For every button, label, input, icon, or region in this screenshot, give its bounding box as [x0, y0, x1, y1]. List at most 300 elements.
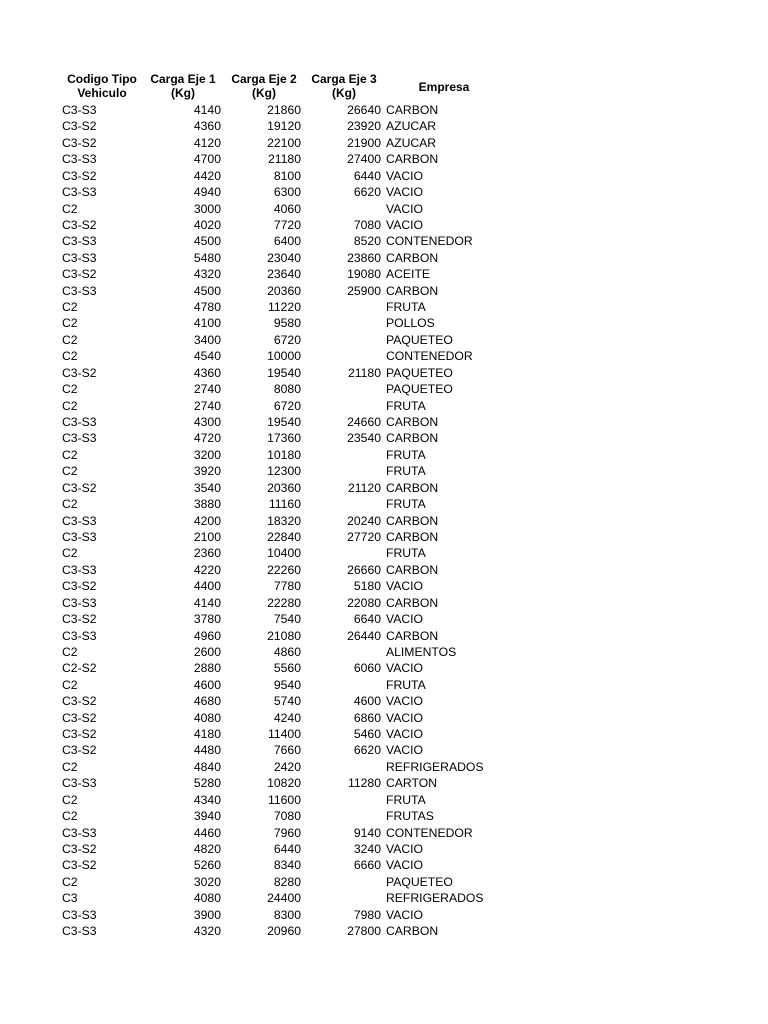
- axle-1-load-cell: 4680: [193, 694, 221, 709]
- axle-1-load-cell: 4320: [193, 267, 221, 282]
- axle-2-load-cell: 10400: [267, 546, 301, 561]
- axle-2-load-cell: 19540: [267, 415, 301, 430]
- axle-2-load-cell: 20360: [267, 480, 301, 495]
- axle-1-load-cell: 3780: [193, 612, 221, 627]
- axle-3-load-cell: 20240: [347, 513, 381, 528]
- table-row: [62, 578, 504, 594]
- vehicle-type-cell: C3-S3: [62, 103, 97, 117]
- vehicle-type-cell: C3-S2: [62, 168, 97, 183]
- company-cell: CARBON: [386, 480, 439, 495]
- vehicle-type-cell: C3-S2: [62, 480, 97, 495]
- axle-2-load-cell: 2420: [273, 759, 301, 774]
- vehicle-type-cell: C3-S2: [62, 217, 97, 232]
- vehicle-type-cell: C2: [62, 464, 78, 479]
- table-row: [62, 611, 504, 627]
- axle-2-load-cell: 11600: [268, 792, 301, 807]
- company-cell: FRUTA: [386, 398, 426, 413]
- axle-1-load-cell: 4320: [193, 924, 221, 939]
- vehicle-type-cell: C2-S2: [62, 661, 97, 676]
- axle-1-load-cell: 5260: [193, 858, 221, 873]
- vehicle-type-cell: C2: [62, 792, 78, 807]
- company-cell: REFRIGERADOS: [386, 759, 484, 774]
- axle-1-load-cell: 4360: [193, 365, 221, 380]
- axle-1-load-cell: 4540: [193, 349, 221, 364]
- axle-3-load-cell: 26440: [347, 628, 381, 643]
- axle-1-load-cell: 3020: [193, 874, 221, 889]
- company-cell: PAQUETEO: [386, 332, 453, 347]
- axle-2-load-cell: 21180: [268, 152, 301, 167]
- table-row: [62, 250, 504, 266]
- table-row: [62, 168, 504, 184]
- company-cell: VACIO: [386, 217, 424, 232]
- axle-2-load-cell: 5740: [273, 694, 301, 709]
- table-row: [62, 447, 504, 463]
- header-vehicle-type: Codigo Tipo Vehiculo: [67, 72, 137, 100]
- table-row: [62, 118, 504, 134]
- vehicle-type-cell: C3-S3: [62, 185, 97, 200]
- axle-load-table: [62, 70, 504, 940]
- axle-3-load-cell: 6860: [353, 710, 381, 725]
- axle-3-load-cell: 11280: [348, 776, 381, 791]
- table-row: [62, 710, 504, 726]
- axle-2-load-cell: 4860: [273, 644, 301, 659]
- table-row: [62, 266, 504, 282]
- axle-3-load-cell: [304, 381, 384, 397]
- vehicle-type-cell: C3-S3: [62, 415, 97, 430]
- axle-2-load-cell: 19120: [267, 119, 301, 134]
- table-row: [62, 677, 504, 693]
- axle-1-load-cell: 4500: [193, 283, 221, 298]
- company-cell: VACIO: [386, 185, 424, 200]
- axle-1-load-cell: 4200: [193, 513, 221, 528]
- table-row: [62, 283, 504, 299]
- axle-3-load-cell: [304, 874, 384, 890]
- table-row: [62, 693, 504, 709]
- axle-2-load-cell: 7540: [273, 612, 301, 627]
- vehicle-type-cell: C2: [62, 316, 78, 331]
- axle-1-load-cell: 4480: [193, 743, 221, 758]
- table-row: [62, 480, 504, 496]
- axle-3-load-cell: 23920: [347, 119, 381, 134]
- axle-2-load-cell: 6440: [273, 841, 301, 856]
- axle-3-load-cell: [304, 545, 384, 561]
- axle-1-load-cell: 4460: [193, 825, 221, 840]
- table-row: [62, 135, 504, 151]
- axle-3-load-cell: 9140: [353, 825, 381, 840]
- company-cell: CARBON: [386, 152, 439, 167]
- company-cell: CARBON: [386, 283, 439, 298]
- company-cell: FRUTA: [386, 497, 426, 512]
- vehicle-type-cell: C3-S3: [62, 907, 97, 922]
- vehicle-type-cell: C2: [62, 300, 78, 315]
- company-cell: FRUTA: [386, 300, 426, 315]
- axle-1-load-cell: 3400: [193, 332, 221, 347]
- vehicle-type-cell: C2: [62, 497, 78, 512]
- table-row: [62, 102, 504, 118]
- table-row: [62, 890, 504, 906]
- table-row: [62, 808, 504, 824]
- axle-2-load-cell: 7720: [273, 217, 301, 232]
- company-cell: AZUCAR: [386, 119, 437, 134]
- axle-2-load-cell: 6720: [273, 398, 301, 413]
- vehicle-type-cell: C2: [62, 677, 78, 692]
- axle-2-load-cell: 7960: [273, 825, 301, 840]
- company-cell: VACIO: [386, 661, 424, 676]
- axle-1-load-cell: 4100: [193, 316, 221, 331]
- axle-3-load-cell: 5460: [353, 727, 381, 742]
- axle-1-load-cell: 3900: [193, 907, 221, 922]
- axle-1-load-cell: 4720: [193, 431, 221, 446]
- vehicle-type-cell: C3-S3: [62, 562, 97, 577]
- vehicle-type-cell: C3-S3: [62, 924, 97, 939]
- axle-2-load-cell: 4240: [273, 710, 301, 725]
- axle-1-load-cell: 2360: [193, 546, 221, 561]
- axle-3-load-cell: 5180: [353, 579, 381, 594]
- vehicle-type-cell: C3-S3: [62, 234, 97, 249]
- axle-2-load-cell: 23640: [267, 267, 301, 282]
- company-cell: VACIO: [386, 694, 424, 709]
- axle-3-load-cell: 25900: [347, 283, 381, 298]
- company-cell: FRUTAS: [386, 809, 434, 824]
- header-axle-3-load: Carga Eje 3 (Kg): [311, 72, 377, 100]
- axle-1-load-cell: 4360: [193, 119, 221, 134]
- vehicle-type-cell: C2: [62, 201, 78, 216]
- company-cell: CARTON: [386, 776, 438, 791]
- table-row: [62, 201, 504, 217]
- axle-2-load-cell: 6400: [273, 234, 301, 249]
- axle-3-load-cell: 23540: [347, 431, 381, 446]
- axle-1-load-cell: 2740: [193, 382, 221, 397]
- axle-2-load-cell: 20960: [267, 924, 301, 939]
- axle-1-load-cell: 4080: [193, 891, 221, 906]
- axle-3-load-cell: 6660: [353, 858, 381, 873]
- axle-2-load-cell: 18320: [267, 513, 301, 528]
- axle-1-load-cell: 3200: [193, 447, 221, 462]
- axle-1-load-cell: 4500: [193, 234, 221, 249]
- company-cell: FRUTA: [386, 546, 426, 561]
- company-cell: PAQUETEO: [386, 365, 453, 380]
- company-cell: FRUTA: [386, 677, 426, 692]
- vehicle-type-cell: C2: [62, 398, 78, 413]
- table-row: [62, 332, 504, 348]
- table-row: [62, 463, 504, 479]
- vehicle-type-cell: C3-S2: [62, 365, 97, 380]
- vehicle-type-cell: C3-S2: [62, 119, 97, 134]
- axle-2-load-cell: 23040: [267, 250, 301, 265]
- table-row: [62, 562, 504, 578]
- axle-3-load-cell: [304, 332, 384, 348]
- axle-1-load-cell: 3920: [193, 464, 221, 479]
- vehicle-type-cell: C3-S3: [62, 529, 97, 544]
- axle-1-load-cell: 5480: [193, 250, 221, 265]
- company-cell: CONTENEDOR: [386, 825, 473, 840]
- axle-2-load-cell: 17360: [267, 431, 301, 446]
- company-cell: ACEITE: [386, 267, 431, 282]
- axle-1-load-cell: 4080: [193, 710, 221, 725]
- company-cell: CONTENEDOR: [386, 234, 473, 249]
- company-cell: VACIO: [386, 907, 424, 922]
- axle-2-load-cell: 6720: [273, 332, 301, 347]
- table-row: [62, 233, 504, 249]
- vehicle-type-cell: C3-S2: [62, 710, 97, 725]
- axle-1-load-cell: 3940: [193, 809, 221, 824]
- company-cell: VACIO: [386, 727, 424, 742]
- vehicle-type-cell: C2: [62, 447, 78, 462]
- table-row: [62, 825, 504, 841]
- axle-2-load-cell: 22840: [267, 529, 301, 544]
- vehicle-type-cell: C3-S3: [62, 825, 97, 840]
- vehicle-type-cell: C3-S3: [62, 513, 97, 528]
- axle-2-load-cell: 20360: [267, 283, 301, 298]
- axle-3-load-cell: [304, 299, 384, 315]
- axle-3-load-cell: [304, 463, 384, 479]
- axle-3-load-cell: 21120: [348, 480, 381, 495]
- axle-3-load-cell: [304, 792, 384, 808]
- axle-2-load-cell: 21860: [267, 103, 301, 117]
- axle-1-load-cell: 4120: [193, 135, 221, 150]
- axle-3-load-cell: 27400: [347, 152, 381, 167]
- axle-3-load-cell: 24660: [347, 415, 381, 430]
- axle-2-load-cell: 24400: [267, 891, 301, 906]
- table-row: [62, 923, 504, 939]
- company-cell: PAQUETEO: [386, 874, 453, 889]
- vehicle-type-cell: C3: [62, 891, 78, 906]
- axle-3-load-cell: 8520: [353, 234, 381, 249]
- table-body: [62, 102, 504, 940]
- vehicle-type-cell: C3-S2: [62, 743, 97, 758]
- company-cell: CARBON: [386, 103, 439, 117]
- axle-3-load-cell: [304, 890, 384, 906]
- table-row: [62, 381, 504, 397]
- axle-1-load-cell: 4400: [193, 579, 221, 594]
- axle-3-load-cell: 6620: [353, 743, 381, 758]
- axle-1-load-cell: 2880: [193, 661, 221, 676]
- company-cell: VACIO: [386, 858, 424, 873]
- company-cell: CARBON: [386, 250, 439, 265]
- axle-1-load-cell: 2100: [193, 529, 221, 544]
- company-cell: VACIO: [386, 168, 424, 183]
- vehicle-type-cell: C3-S3: [62, 152, 97, 167]
- axle-1-load-cell: 4420: [193, 168, 221, 183]
- table-row: [62, 644, 504, 660]
- axle-3-load-cell: [304, 315, 384, 331]
- axle-2-load-cell: 7780: [273, 579, 301, 594]
- company-cell: VACIO: [386, 612, 424, 627]
- axle-2-load-cell: 11400: [268, 727, 301, 742]
- vehicle-type-cell: C3-S2: [62, 841, 97, 856]
- axle-1-load-cell: 4340: [193, 792, 221, 807]
- header-company: Empresa: [418, 80, 470, 94]
- axle-2-load-cell: 9580: [273, 316, 301, 331]
- company-cell: CARBON: [386, 628, 439, 643]
- axle-1-load-cell: 4700: [193, 152, 221, 167]
- header-axle-2-load: Carga Eje 2 (Kg): [231, 72, 297, 100]
- table-row: [62, 759, 504, 775]
- vehicle-type-cell: C3-S2: [62, 612, 97, 627]
- axle-2-load-cell: 12300: [267, 464, 301, 479]
- table-row: [62, 151, 504, 167]
- table-row: [62, 874, 504, 890]
- axle-3-load-cell: [304, 808, 384, 824]
- axle-2-load-cell: 8340: [273, 858, 301, 873]
- table-row: [62, 299, 504, 315]
- table-row: [62, 792, 504, 808]
- company-cell: CARBON: [386, 431, 439, 446]
- axle-1-load-cell: 2740: [193, 398, 221, 413]
- axle-3-load-cell: 26640: [347, 103, 381, 117]
- vehicle-type-cell: C2: [62, 759, 78, 774]
- axle-2-load-cell: 8080: [273, 382, 301, 397]
- company-cell: CARBON: [386, 415, 439, 430]
- axle-3-load-cell: 22080: [347, 595, 381, 610]
- axle-3-load-cell: [304, 677, 384, 693]
- vehicle-type-cell: C3-S3: [62, 283, 97, 298]
- table-row: [62, 529, 504, 545]
- axle-2-load-cell: 10180: [267, 447, 301, 462]
- vehicle-type-cell: C3-S2: [62, 579, 97, 594]
- table-row: [62, 841, 504, 857]
- table-row: [62, 430, 504, 446]
- axle-3-load-cell: 3240: [353, 841, 381, 856]
- table-row: [62, 628, 504, 644]
- axle-3-load-cell: 27720: [347, 529, 381, 544]
- axle-1-load-cell: 2600: [193, 644, 221, 659]
- vehicle-type-cell: C3-S2: [62, 267, 97, 282]
- vehicle-type-cell: C2: [62, 332, 78, 347]
- axle-3-load-cell: 7980: [353, 907, 381, 922]
- vehicle-type-cell: C2: [62, 382, 78, 397]
- vehicle-type-cell: C3-S3: [62, 595, 97, 610]
- axle-3-load-cell: [304, 644, 384, 660]
- axle-2-load-cell: 11220: [268, 300, 301, 315]
- axle-3-load-cell: [304, 759, 384, 775]
- axle-2-load-cell: 19540: [267, 365, 301, 380]
- axle-3-load-cell: [304, 398, 384, 414]
- axle-1-load-cell: 3000: [193, 201, 221, 216]
- axle-1-load-cell: 4960: [193, 628, 221, 643]
- axle-3-load-cell: 21900: [347, 135, 381, 150]
- table-row: [62, 726, 504, 742]
- company-cell: VACIO: [386, 710, 424, 725]
- table-row: [62, 775, 504, 791]
- company-cell: FRUTA: [386, 792, 426, 807]
- axle-2-load-cell: 10000: [267, 349, 301, 364]
- table-row: [62, 365, 504, 381]
- vehicle-type-cell: C3-S2: [62, 135, 97, 150]
- axle-2-load-cell: 7660: [273, 743, 301, 758]
- axle-1-load-cell: 4600: [193, 677, 221, 692]
- company-cell: FRUTA: [386, 464, 426, 479]
- axle-1-load-cell: 3540: [193, 480, 221, 495]
- company-cell: CARBON: [386, 924, 439, 939]
- company-cell: VACIO: [386, 579, 424, 594]
- axle-3-load-cell: 7080: [353, 217, 381, 232]
- company-cell: PAQUETEO: [386, 382, 453, 397]
- axle-3-load-cell: 6640: [353, 612, 381, 627]
- axle-1-load-cell: 4140: [193, 595, 221, 610]
- axle-2-load-cell: 22280: [267, 595, 301, 610]
- axle-1-load-cell: 4780: [193, 300, 221, 315]
- vehicle-type-cell: C3-S2: [62, 727, 97, 742]
- axle-3-load-cell: 26660: [347, 562, 381, 577]
- table-row: [62, 513, 504, 529]
- axle-3-load-cell: 21180: [348, 365, 381, 380]
- axle-2-load-cell: 21080: [267, 628, 301, 643]
- axle-2-load-cell: 4060: [273, 201, 301, 216]
- axle-1-load-cell: 4220: [193, 562, 221, 577]
- axle-3-load-cell: [304, 201, 384, 217]
- company-cell: VACIO: [386, 201, 424, 216]
- company-cell: CARBON: [386, 562, 439, 577]
- table-row: [62, 348, 504, 364]
- axle-3-load-cell: [304, 348, 384, 364]
- table-row: [62, 660, 504, 676]
- axle-2-load-cell: 8300: [273, 907, 301, 922]
- axle-3-load-cell: [304, 447, 384, 463]
- axle-2-load-cell: 11160: [268, 497, 301, 512]
- vehicle-type-cell: C3-S2: [62, 694, 97, 709]
- vehicle-type-cell: C3-S3: [62, 628, 97, 643]
- axle-1-load-cell: 4940: [193, 185, 221, 200]
- axle-1-load-cell: 5280: [193, 776, 221, 791]
- axle-1-load-cell: 4180: [193, 727, 221, 742]
- company-cell: VACIO: [386, 743, 424, 758]
- vehicle-type-cell: C2: [62, 874, 78, 889]
- axle-2-load-cell: 9540: [273, 677, 301, 692]
- table-row: [62, 414, 504, 430]
- axle-1-load-cell: 4300: [193, 415, 221, 430]
- table-row: [62, 545, 504, 561]
- axle-3-load-cell: 27800: [347, 924, 381, 939]
- table-row: [62, 595, 504, 611]
- axle-2-load-cell: 22100: [267, 135, 301, 150]
- company-cell: CARBON: [386, 529, 439, 544]
- axle-3-load-cell: 19080: [347, 267, 381, 282]
- vehicle-type-cell: C3-S3: [62, 431, 97, 446]
- axle-2-load-cell: 6300: [273, 185, 301, 200]
- table-row: [62, 398, 504, 414]
- vehicle-type-cell: C2: [62, 809, 78, 824]
- company-cell: ALIMENTOS: [386, 644, 457, 659]
- table-row: [62, 907, 504, 923]
- table-row: [62, 857, 504, 873]
- axle-2-load-cell: 5560: [273, 661, 301, 676]
- table-row: [62, 315, 504, 331]
- company-cell: VACIO: [386, 841, 424, 856]
- axle-2-load-cell: 7080: [273, 809, 301, 824]
- axle-1-load-cell: 4140: [193, 103, 221, 117]
- axle-3-load-cell: [304, 496, 384, 512]
- vehicle-type-cell: C3-S3: [62, 250, 97, 265]
- header-row: [62, 70, 504, 102]
- table-row: [62, 184, 504, 200]
- company-cell: POLLOS: [386, 316, 435, 331]
- company-cell: FRUTA: [386, 447, 426, 462]
- header-axle-1-load: Carga Eje 1 (Kg): [150, 72, 216, 100]
- company-cell: CARBON: [386, 513, 439, 528]
- axle-1-load-cell: 3880: [193, 497, 221, 512]
- axle-1-load-cell: 4820: [193, 841, 221, 856]
- vehicle-type-cell: C3-S2: [62, 858, 97, 873]
- axle-3-load-cell: 23860: [347, 250, 381, 265]
- vehicle-type-cell: C2: [62, 644, 78, 659]
- axle-2-load-cell: 8280: [273, 874, 301, 889]
- company-cell: CARBON: [386, 595, 439, 610]
- axle-1-load-cell: 4020: [193, 217, 221, 232]
- axle-2-load-cell: 8100: [273, 168, 301, 183]
- axle-1-load-cell: 4840: [193, 759, 221, 774]
- table-row: [62, 496, 504, 512]
